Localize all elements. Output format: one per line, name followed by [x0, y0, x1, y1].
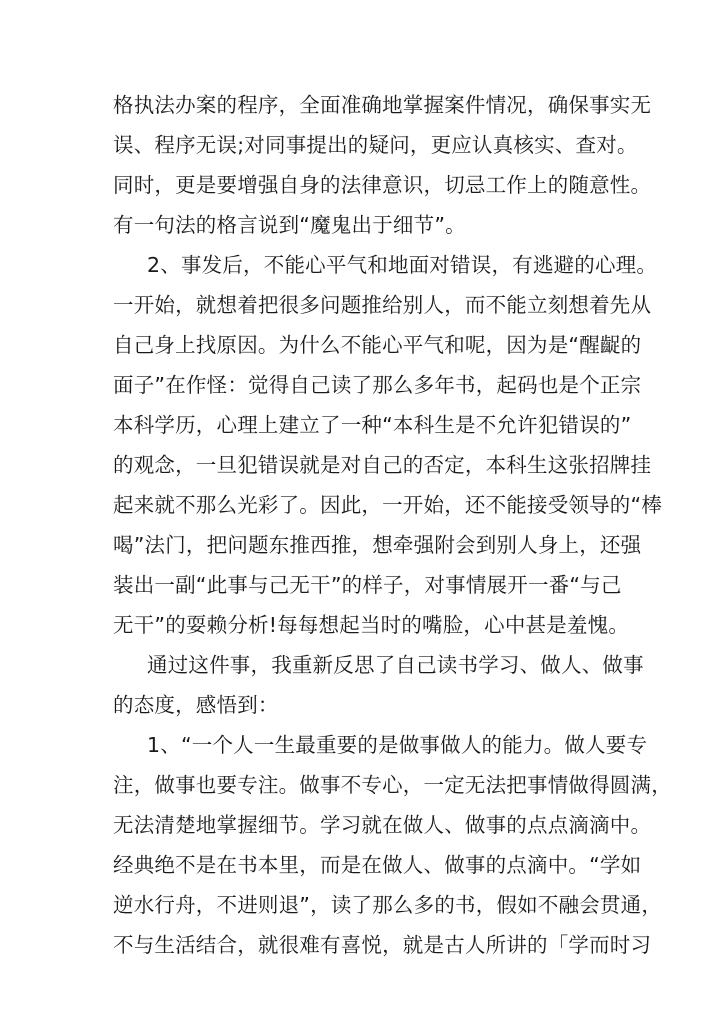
text-line: 格执法办案的程序，全面准确地掌握案件情况，确保事实无	[113, 93, 652, 117]
text-line: 本科学历，心理上建立了一种“本科生是不允许犯错误的”	[113, 413, 632, 437]
text-line: 一开始，就想着把很多问题推给别人，而不能立刻想着先从	[113, 293, 652, 317]
text-line: 注，做事也要专注。做事不专心，一定无法把事情做得圆满，	[113, 773, 672, 797]
text-line: 喝”法门，把问题东推西推，想牵强附会到别人身上，还强	[113, 533, 642, 557]
text-line: 的态度，感悟到：	[113, 693, 279, 717]
text-line: 不与生活结合，就很难有喜悦，就是古人所讲的「学而时习	[113, 933, 652, 957]
text-line: 无干”的耍赖分析!每每想起当时的嘴脸，心中甚是羞愧。	[113, 613, 630, 637]
text-line: 无法清楚地掌握细节。学习就在做人、做事的点点滴滴中。	[113, 813, 652, 837]
text-line: 逆水行舟，不进则退”，读了那么多的书，假如不融会贯通，	[113, 893, 663, 917]
paragraph-start-line: 通过这件事，我重新反思了自己读书学习、做人、做事	[147, 653, 644, 677]
text-line: 经典绝不是在书本里，而是在做人、做事的点滴中。“学如	[113, 853, 642, 877]
text-line: 起来就不那么光彩了。因此，一开始，还不能接受领导的“棒	[113, 493, 663, 517]
text-line: 装出一副“此事与己无干”的样子，对事情展开一番“与己	[113, 573, 622, 597]
text-line: 同时，更是要增强自身的法律意识，切忌工作上的随意性。	[113, 173, 652, 197]
text-line: 的观念，一旦犯错误就是对自己的否定，本科生这张招牌挂	[113, 453, 652, 477]
text-line: 面子”在作怪：觉得自己读了那么多年书，起码也是个正宗	[113, 373, 642, 397]
paragraph-start-line: 1、“一个人一生最重要的是做事做人的能力。做人要专	[147, 733, 648, 757]
paragraph-start-line: 2、事发后，不能心平气和地面对错误，有逃避的心理。	[147, 253, 658, 277]
text-line: 自己身上找原因。为什么不能心平气和呢，因为是“醒齪的	[113, 333, 642, 357]
text-line: 误、程序无误;对同事提出的疑问，更应认真核实、查对。	[113, 133, 638, 157]
text-line: 有一句法的格言说到“魔鬼出于细节”。	[113, 213, 466, 237]
